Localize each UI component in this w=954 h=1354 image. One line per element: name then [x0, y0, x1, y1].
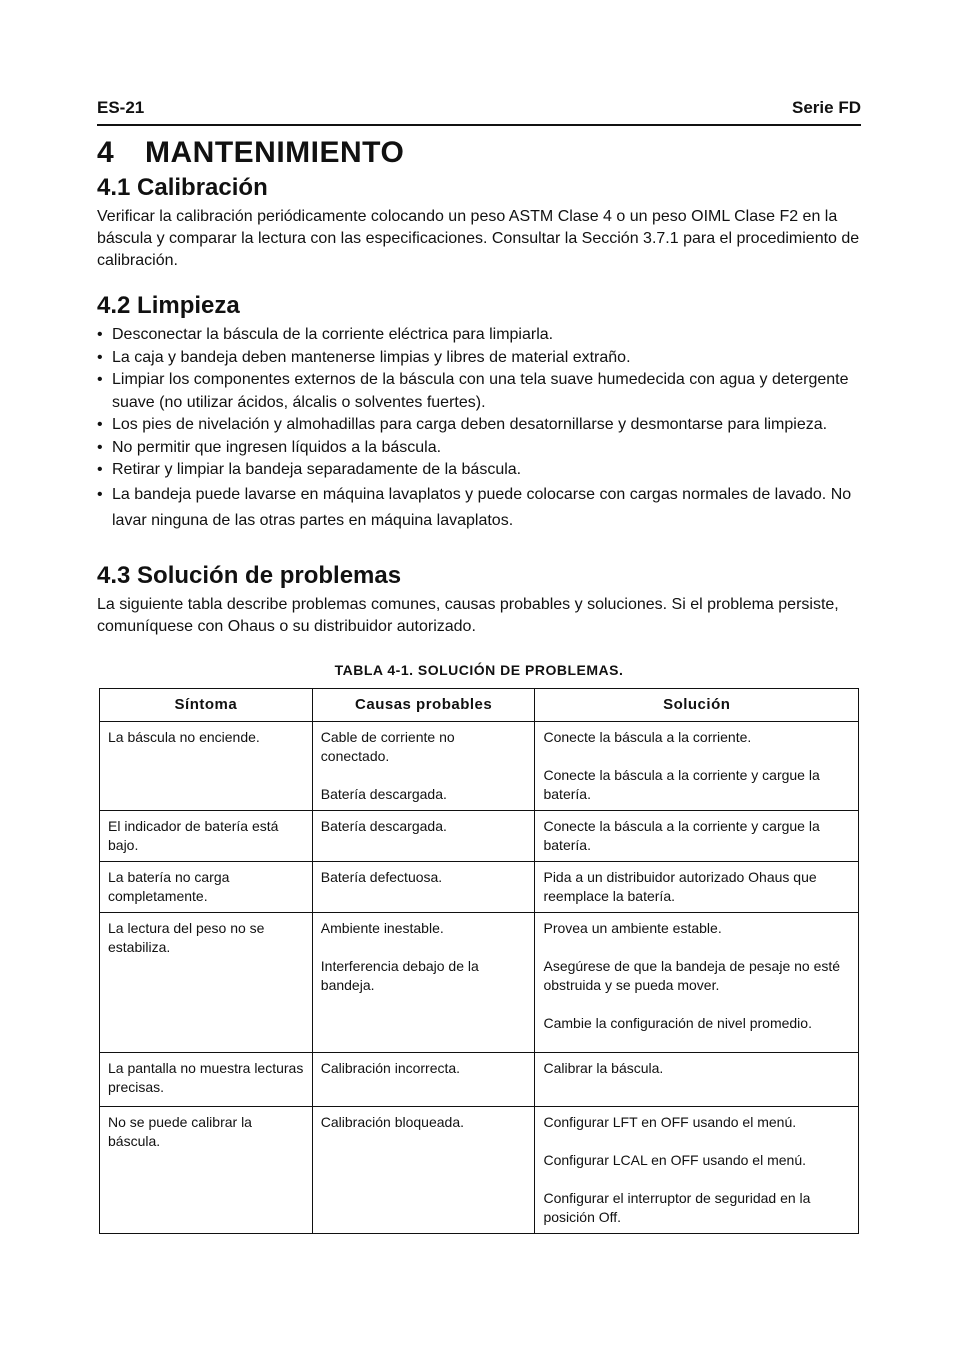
limpieza-list	[97, 324, 861, 534]
table-row	[100, 1106, 859, 1233]
cell-causas: Calibración incorrecta.	[312, 1052, 535, 1106]
page-number: ES-21	[97, 98, 145, 117]
page-header	[97, 98, 861, 126]
cell-solucion: Conecte la báscula a la corriente. Conecte la báscula a la corriente y cargue la batería.	[535, 721, 859, 810]
table-row	[100, 1052, 859, 1106]
chapter-title	[97, 136, 861, 170]
cell-solucion: Conecte la báscula a la corriente y cargue la batería.	[535, 810, 859, 861]
cell-sintoma: La pantalla no muestra lecturas precisas.	[100, 1052, 313, 1106]
cell-causas: Calibración bloqueada.	[312, 1106, 535, 1233]
series-name: Serie FD	[792, 98, 861, 117]
list-item: • Retirar y limpiar la bandeja separadamente de la báscula.	[97, 459, 861, 482]
cell-causas: Batería defectuosa.	[312, 861, 535, 912]
cell-causas: Cable de corriente no conectado. Batería descargada.	[312, 721, 535, 810]
cell-solucion: Calibrar la báscula.	[535, 1052, 859, 1106]
table-header-row	[100, 688, 859, 721]
header-causas: Causas probables	[312, 688, 535, 721]
list-item: • La caja y bandeja deben mantenerse limpias y libres de material extraño.	[97, 347, 861, 370]
cell-solucion: Pida a un distribuidor autorizado Ohaus que reemplace la batería.	[535, 861, 859, 912]
table-row	[100, 861, 859, 912]
table-row	[100, 721, 859, 810]
section-title-limpieza: 4.2 Limpieza	[97, 292, 240, 319]
header-sintoma: Síntoma	[100, 688, 313, 721]
section-title-problemas: 4.3 Solución de problemas	[97, 561, 402, 589]
cell-solucion: Configurar LFT en OFF usando el menú. Configurar LCAL en OFF usando el menú. Configurar el interruptor de seguridad en la posición Off.	[535, 1106, 859, 1233]
chapter-name: MANTENIMIENTO	[145, 136, 405, 169]
cell-sintoma: La batería no carga completamente.	[100, 861, 313, 912]
list-item: • La bandeja puede lavarse en máquina lavaplatos y puede colocarse con cargas normales de lavado. No lavar ninguna de las otras partes en máquina lavaplatos.	[97, 482, 861, 534]
list-item: • Limpiar los componentes externos de la báscula con una tela suave humedecida con agua y detergente suave (no utilizar ácidos, álcalis o solventes fuertes).	[97, 369, 861, 414]
cell-sintoma: La báscula no enciende.	[100, 721, 313, 810]
list-item: • No permitir que ingresen líquidos a la báscula.	[97, 437, 861, 460]
cell-sintoma: No se puede calibrar la báscula.	[100, 1106, 313, 1233]
cell-sintoma: El indicador de batería está bajo.	[100, 810, 313, 861]
document-page	[97, 98, 861, 1234]
table-row	[100, 810, 859, 861]
problemas-text: La siguiente tabla describe problemas comunes, causas probables y soluciones. Si el problema persiste, comuníquese con Ohaus o su distribuidor autorizado.	[97, 595, 839, 635]
calibracion-text: Verificar la calibración periódicamente colocando un peso ASTM Clase 4 o un peso OIML Clase F2 en la báscula y comparar la lectura con las especificaciones. Consultar la Sección 3.7.1 para el procedimiento de calibración.	[97, 208, 860, 269]
cell-causas: Ambiente inestable. Interferencia debajo de la bandeja.	[312, 912, 535, 1052]
list-item: • Desconectar la báscula de la corriente eléctrica para limpiarla.	[97, 324, 861, 347]
chapter-number: 4	[97, 136, 115, 169]
cell-causas: Batería descargada.	[312, 810, 535, 861]
section-title-calibracion: 4.1 Calibración	[97, 174, 268, 201]
table-title: TABLA 4-1. SOLUCIÓN DE PROBLEMAS.	[334, 661, 624, 678]
cell-sintoma: La lectura del peso no se estabiliza.	[100, 912, 313, 1052]
header-solucion: Solución	[535, 688, 859, 721]
troubleshooting-table	[99, 688, 859, 1234]
list-item: • Los pies de nivelación y almohadillas para carga deben desatornillarse y desmontarse para limpieza.	[97, 414, 861, 437]
cell-solucion: Provea un ambiente estable. Asegúrese de que la bandeja de pesaje no esté obstruida y se pueda mover. Cambie la configuración de nivel promedio.	[535, 912, 859, 1052]
table-row	[100, 912, 859, 1052]
